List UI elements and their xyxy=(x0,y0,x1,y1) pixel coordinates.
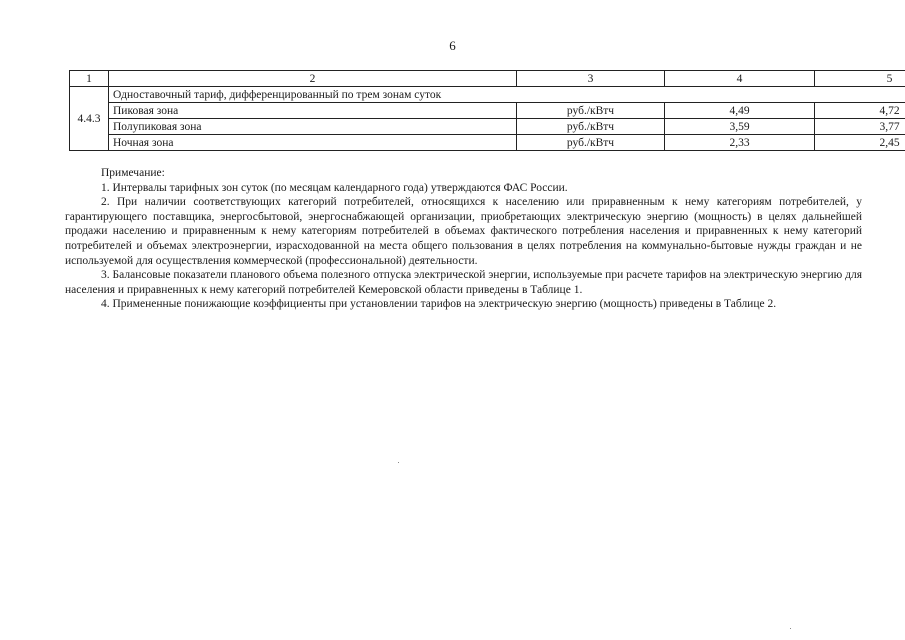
zone-value-col5: 4,72 xyxy=(815,103,905,119)
note-item-3: 3. Балансовые показатели планового объема полезного отпуска электрической энергии, используемые при расчете тарифов на электрическую энергию для населения и приравненных к нему категорий потребителей Кемеровской области приведены в Таблице 1. xyxy=(65,269,862,296)
header-col-1: 1 xyxy=(70,71,109,87)
table-section-row xyxy=(70,87,905,103)
zone-value-col4: 4,49 xyxy=(665,103,815,119)
table-row xyxy=(70,135,905,151)
zone-name: Ночная зона xyxy=(109,135,517,151)
table-row xyxy=(70,103,905,119)
note-item-2: 2. При наличии соответствующих категорий потребителей, относящихся к населению или приравненным к нему категориям потребителей, у гарантирующего поставщика, энергосбытовой, энергоснабжающей организации, приобретающих электрическую энергию (мощность) в целях дальнейшей продажи населению и приравненным к нему категориям потребителей в объемах фактического потребления населения и приравненных к нему категорий потребителей и объемах электроэнергии, израсходованной на места общего пользования в целях потребления на коммунально-бытовые нужды граждан и не используемой для осуществления коммерческой (профессиональной) деятельности. xyxy=(65,196,862,267)
zone-value-col4: 3,59 xyxy=(665,119,815,135)
zone-unit: руб./кВтч xyxy=(517,119,665,135)
zone-value-col5: 2,45 xyxy=(815,135,905,151)
section-title: Одноставочный тариф, дифференцированный по трем зонам суток xyxy=(109,87,905,103)
section-number: 4.4.3 xyxy=(70,87,109,151)
table-row xyxy=(70,119,905,135)
zone-value-col5: 3,77 xyxy=(815,119,905,135)
zone-unit: руб./кВтч xyxy=(517,103,665,119)
note-item-1: 1. Интервалы тарифных зон суток (по месяцам календарного года) утверждаются ФАС России. xyxy=(101,181,568,194)
header-col-3: 3 xyxy=(517,71,665,87)
scan-speck xyxy=(398,462,399,463)
page-number: 6 xyxy=(449,38,456,53)
header-col-4: 4 xyxy=(665,71,815,87)
header-col-2: 2 xyxy=(109,71,517,87)
zone-value-col4: 2,33 xyxy=(665,135,815,151)
header-col-5: 5 xyxy=(815,71,905,87)
table-header-row xyxy=(70,71,905,87)
note-item-4: 4. Примененные понижающие коэффициенты при установлении тарифов на электрическую энергию (мощность) приведены в Таблице 2. xyxy=(101,298,777,311)
notes-title: Примечание: xyxy=(101,167,165,179)
notes-block xyxy=(65,166,862,312)
scan-speck xyxy=(790,628,791,629)
zone-name: Полупиковая зона xyxy=(109,119,517,135)
tariff-table xyxy=(69,70,905,151)
zone-name: Пиковая зона xyxy=(109,103,517,119)
zone-unit: руб./кВтч xyxy=(517,135,665,151)
